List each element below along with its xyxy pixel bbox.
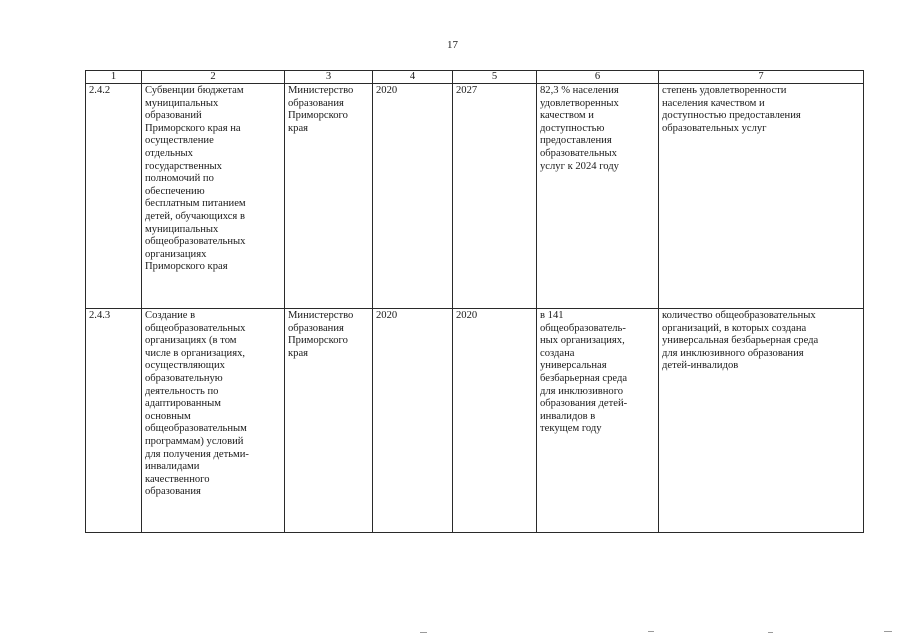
- scan-artifact: [768, 632, 773, 633]
- start-year: 2020: [376, 310, 398, 321]
- table-row: [86, 84, 864, 309]
- column-header-2: 2: [142, 71, 285, 84]
- start-year-cell: [373, 309, 453, 533]
- expected-result: в 141 общеобразователь- ных организациях, создана универсальная безбарьерная среда для инклюзивного образования детей- инвалидов в текущем году: [540, 310, 628, 435]
- expected-result: 82,3 % населения удовлетворенных качеством и доступностью предоставления образовательных услуг к 2024 году: [540, 85, 619, 172]
- end-year: 2020: [456, 310, 478, 321]
- end-year-cell: [453, 309, 537, 533]
- executor: Министерство образования Приморского края: [288, 310, 354, 359]
- scan-artifact: [420, 632, 427, 633]
- start-year: 2020: [376, 85, 398, 96]
- row-id: 2.4.3: [89, 310, 111, 321]
- executor-cell: [285, 309, 373, 533]
- scan-artifact: [884, 631, 892, 632]
- row-id-cell: [86, 309, 142, 533]
- executor: Министерство образования Приморского края: [288, 85, 354, 134]
- column-header-1: 1: [86, 71, 142, 84]
- table-row: [86, 309, 864, 533]
- indicator-cell: [659, 309, 864, 533]
- column-header-7: 7: [659, 71, 864, 84]
- start-year-cell: [373, 84, 453, 309]
- indicator-cell: [659, 84, 864, 309]
- page-number: 17: [447, 39, 458, 51]
- indicator: количество общеобразовательных организаций, в которых создана универсальная безбарьерная среда для инклюзивного образования детей-инвалидов: [662, 310, 819, 372]
- scan-artifact: [648, 631, 654, 632]
- measure-name: Создание в общеобразовательных организациях (в том числе в организациях, осуществляющих образовательную деятельность по адаптированным основным общеобразовательным программам) условий для получения детьми- инвалидами качественного образования: [145, 310, 249, 498]
- column-header-3: 3: [285, 71, 373, 84]
- end-year: 2027: [456, 85, 478, 96]
- measure-name-cell: [142, 84, 285, 309]
- column-header-4: 4: [373, 71, 453, 84]
- column-header-5: 5: [453, 71, 537, 84]
- indicator: степень удовлетворенности населения качеством и доступностью предоставления образовательных услуг: [662, 85, 801, 134]
- end-year-cell: [453, 84, 537, 309]
- measures-table: [85, 70, 864, 533]
- executor-cell: [285, 84, 373, 309]
- column-header-6: 6: [537, 71, 659, 84]
- header-row: [86, 71, 864, 84]
- result-cell: [537, 309, 659, 533]
- row-id: 2.4.2: [89, 85, 111, 96]
- row-id-cell: [86, 84, 142, 309]
- result-cell: [537, 84, 659, 309]
- measure-name-cell: [142, 309, 285, 533]
- measure-name: Субвенции бюджетам муниципальных образований Приморского края на осуществление отдельных государственных полномочий по обеспечению бесплатным питанием детей, обучающихся в муниципальных общеобразовательных организациях Приморского края: [145, 85, 246, 273]
